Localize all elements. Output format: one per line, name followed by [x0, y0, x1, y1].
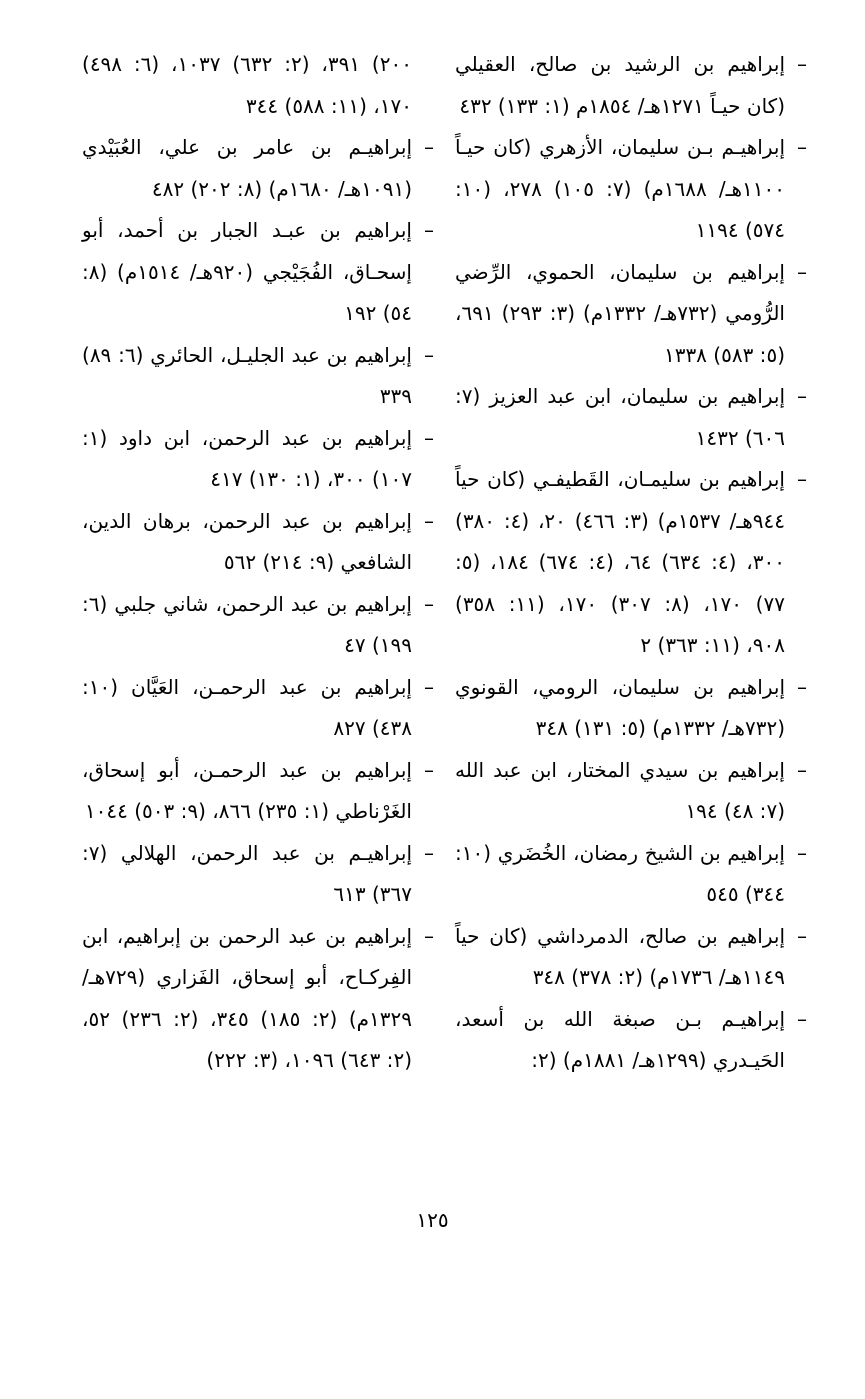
index-entry — [82, 667, 434, 750]
entry-dash: – — [424, 757, 434, 782]
entry-dash: – — [424, 135, 434, 159]
index-entry — [82, 501, 434, 584]
index-entry — [455, 376, 807, 459]
entry-text: إبراهيم بن عبد الجليـل، الحائري (٦: ٨٩) ٣٣٩ — [82, 342, 412, 408]
entry-dash: – — [797, 384, 807, 408]
entry-dash: – — [424, 674, 434, 699]
entry-dash: – — [424, 923, 434, 948]
entry-text: إبراهيم بن عبد الرحمـن، أبو إسحاق، الغَرْناطي (١: ٢٣٥) ٨٦٦، (٩: ٥٠٣) ١٠٤٤ — [82, 757, 412, 823]
entry-dash: – — [797, 840, 807, 865]
entry-dash: – — [424, 218, 434, 242]
entry-text: إبراهيم بن عبد الرحمن بن إبراهيم، ابن الفِركـاح، أبو إسحاق، الفَزاري (٧٢٩هـ/ ١٣٢٩م) (٢: ١٨٥) ٣٤٥، (٢: ٢٣٦) ٥٢، (٢: ٦٤٣) ١٠٩٦، (٣: ٢٢٢) — [82, 923, 412, 1072]
page-number: ١٢٥ — [416, 1208, 449, 1232]
index-entry — [82, 916, 434, 1082]
entry-text: إبراهيم بن عبد الرحمن، برهان الدين، الشافعي (٩: ٢١٤) ٥٦٢ — [82, 508, 412, 574]
index-entry — [455, 127, 807, 252]
index-entry — [82, 210, 434, 335]
entry-text: إبراهيـم بن عبد الرحمن، الهلالي (٧: ٣٦٧) ٦١٣ — [82, 840, 412, 906]
entry-text: إبراهيم بن سليمان، الرومي، القونوي (٧٣٢هـ/ ١٣٣٢م) (٥: ١٣١) ٣٤٨ — [455, 674, 785, 740]
entry-dash: – — [797, 52, 807, 76]
index-entry — [455, 667, 807, 750]
entry-text: إبراهيم بن عبد الرحمـن، العَيَّان (١٠: ٤٣٨) ٨٢٧ — [82, 674, 412, 740]
entry-dash: – — [797, 259, 807, 284]
index-entry — [82, 127, 434, 210]
index-entry — [82, 750, 434, 833]
index-entry — [455, 833, 807, 916]
entry-text: إبراهيم بن سليمان، الحموي، الرِّضي الرُّومي (٧٣٢هـ/ ١٣٣٢م) (٣: ٢٩٣) ٦٩١، (٥: ٥٨٣) ١٣٣٨ — [455, 259, 785, 367]
index-column-right — [455, 44, 807, 1082]
entry-dash: – — [797, 467, 807, 491]
entry-dash: – — [424, 508, 434, 533]
entry-dash: – — [797, 1006, 807, 1031]
entry-text: إبراهيم بن الشيخ رمضان، الخُضَري (١٠: ٣٤٤) ٥٤٥ — [455, 840, 785, 906]
entry-text: إبراهيم بن صالح، الدمرداشي (كان حياً ١١٤٩هـ/ ١٧٣٦م) (٢: ٣٧٨) ٣٤٨ — [455, 923, 785, 989]
entry-text: إبراهيـم بن عامر بن علي، العُبَيْدي (١٠٩١هـ/ ١٦٨٠م) (٨: ٢٠٢) ٤٨٢ — [82, 135, 412, 201]
entry-dash: – — [797, 757, 807, 782]
index-entry-continuation — [82, 44, 434, 127]
entry-dash: – — [424, 425, 434, 450]
index-column-left — [82, 44, 434, 1082]
index-entry — [455, 999, 807, 1082]
entry-text: إبراهيم بن عبد الرحمن، ابن داود (١: ١٠٧) ٣٠٠، (١: ١٣٠) ٤١٧ — [82, 425, 412, 491]
index-entry — [455, 252, 807, 377]
index-entry — [82, 833, 434, 916]
entry-text: إبراهيم بن سيدي المختار، ابن عبد الله (٧: ٤٨) ١٩٤ — [455, 757, 785, 823]
entry-text: إبراهيم بن عبـد الجبار بن أحمد، أبو إسحـاق، الفُجَيْجي (٩٢٠هـ/ ١٥١٤م) (٨: ٥٤) ١٩٢ — [82, 218, 412, 325]
index-entry — [82, 418, 434, 501]
index-entry — [82, 335, 434, 418]
entry-text: إبراهيـم بـن سليمان، الأزهري (كان حيـاً ١١٠٠هـ/ ١٦٨٨م) (٧: ١٠٥) ٢٧٨، (١٠: ٥٧٤) ١١٩٤ — [455, 135, 785, 242]
entry-dash: – — [424, 342, 434, 367]
index-entry — [455, 750, 807, 833]
entry-dash: – — [797, 923, 807, 948]
index-entry — [455, 459, 807, 667]
entry-text: إبراهيـم بـن صبغة الله بن أسعد، الحَيـدري (١٢٩٩هـ/ ١٨٨١م) (٢: — [455, 1006, 785, 1072]
entry-text: إبراهيم بن سليمان، ابن عبد العزيز (٧: ٦٠٦) ١٤٣٢ — [455, 384, 785, 450]
index-entry — [455, 44, 807, 127]
index-entry — [455, 916, 807, 999]
entry-dash: – — [797, 674, 807, 699]
index-entry — [82, 584, 434, 667]
entry-text: إبراهيم بن الرشيد بن صالح، العقيلي (كان حيـاً ١٢٧١هـ/ ١٨٥٤م (١: ١٣٣) ٤٣٢ — [455, 52, 785, 118]
entry-text: إبراهيم بن عبد الرحمن، شاني جلبي (٦: ١٩٩) ٤٧ — [82, 591, 412, 657]
entry-text: إبراهيم بن سليمـان، القَطيفـي (كان حياً ٩٤٤هـ/ ١٥٣٧م) (٣: ٤٦٦) ٢٠، (٤: ٣٨٠) ٣٠٠، (٤: ٦٣٤) ٦٤، (٤: ٦٧٤) ١٨٤، (٥: ٧٧) ١٧٠، (٨: ٣٠٧) ١٧٠، (١١: ٣٥٨) ٩٠٨، (١١: ٣٦٣) ٢ — [455, 467, 785, 657]
entry-dash: – — [424, 591, 434, 616]
entry-dash: – — [424, 840, 434, 865]
entry-dash: – — [797, 135, 807, 159]
entry-text: ٢٠٠) ٣٩١، (٢: ٦٣٢) ١٠٣٧، (٦: ٤٩٨) ١٧٠، (١١: ٥٨٨) ٣٤٤ — [82, 52, 412, 118]
